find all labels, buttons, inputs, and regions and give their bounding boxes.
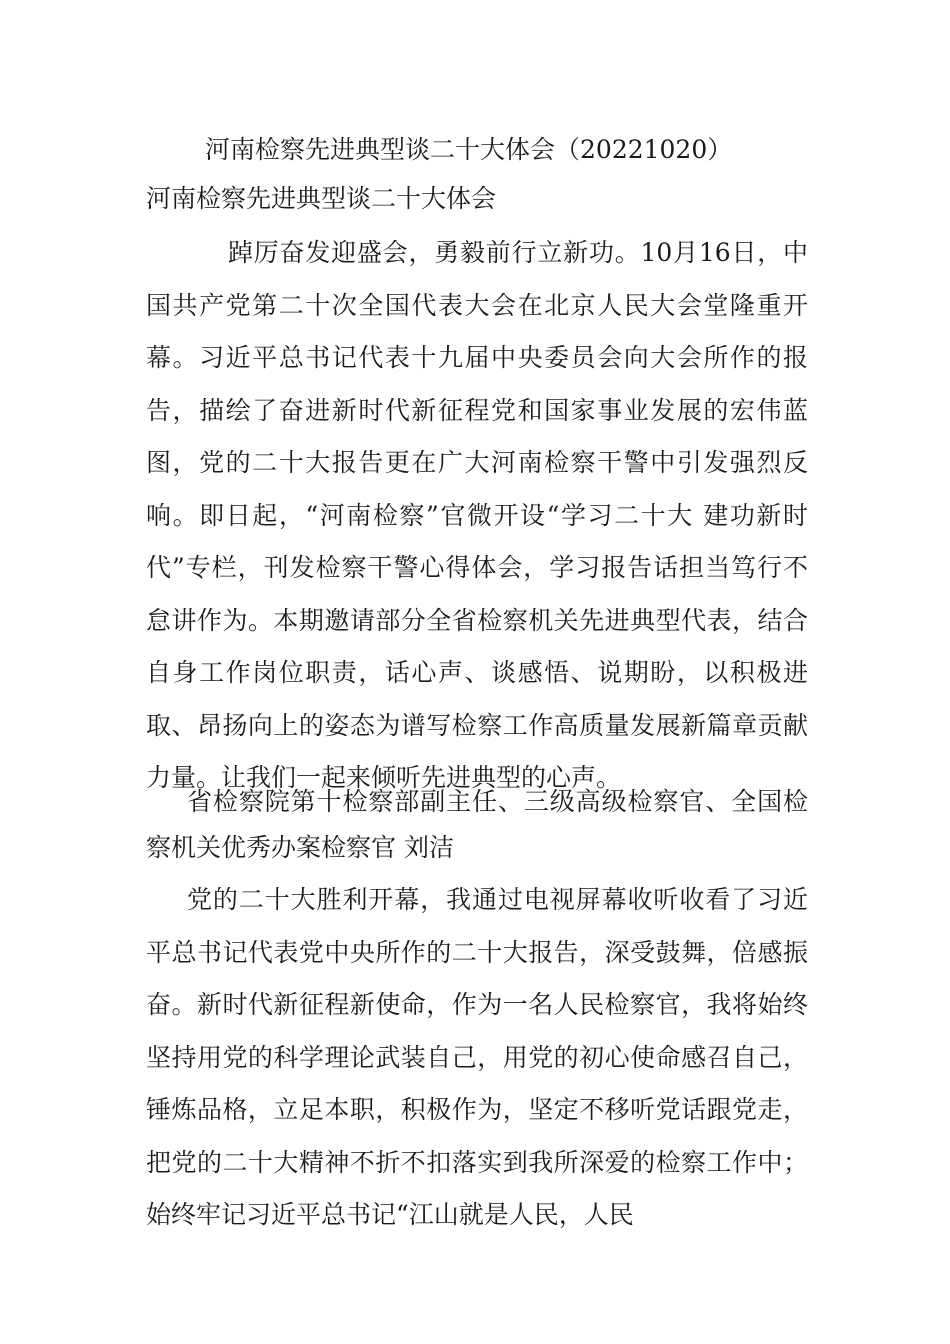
document-subtitle: 河南检察先进典型谈二十大体会 xyxy=(146,184,497,213)
document-title: 河南检察先进典型谈二十大体会（20221020） xyxy=(205,135,733,164)
speaker-byline: 省检察院第十检察部副主任、三级高级检察官、全国检察机关优秀办案检察官 刘洁 xyxy=(146,787,808,862)
intro-paragraph: 踔厉奋发迎盛会，勇毅前行立新功。10月16日，中国共产党第二十次全国代表大会在北京人民大会堂隆重开幕。习近平总书记代表十九届中央委员会向大会所作的报告，描绘了奋进新时代新征程党和国家事业发展的宏伟蓝图，党的二十大报告更在广大河南检察干警中引发强烈反响。即日起，“河南检察”官微开设“学习二十大 建功新时代”专栏，刊发检察干警心得体会，学习报告话担当笃行不怠讲作为。本期邀请部分全省检察机关先进典型代表，结合自身工作岗位职责，话心声、谈感悟、说期盼，以积极进取、昂扬向上的姿态为谱写检察工作高质量发展新篇章贡献力量。让我们一起来倾听先进典型的心声。 xyxy=(146,238,808,792)
body-paragraph: 党的二十大胜利开幕，我通过电视屏幕收听收看了习近平总书记代表党中央所作的二十大报告，深受鼓舞，倍感振奋。新时代新征程新使命，作为一名人民检察官，我将始终坚持用党的科学理论武装自己，用党的初心使命感召自己，锤炼品格，立足本职，积极作为，坚定不移听党话跟党走，把党的二十大精神不折不扣落实到我所深爱的检察工作中；始终牢记习近平总书记“江山就是人民，人民 xyxy=(146,885,808,1229)
